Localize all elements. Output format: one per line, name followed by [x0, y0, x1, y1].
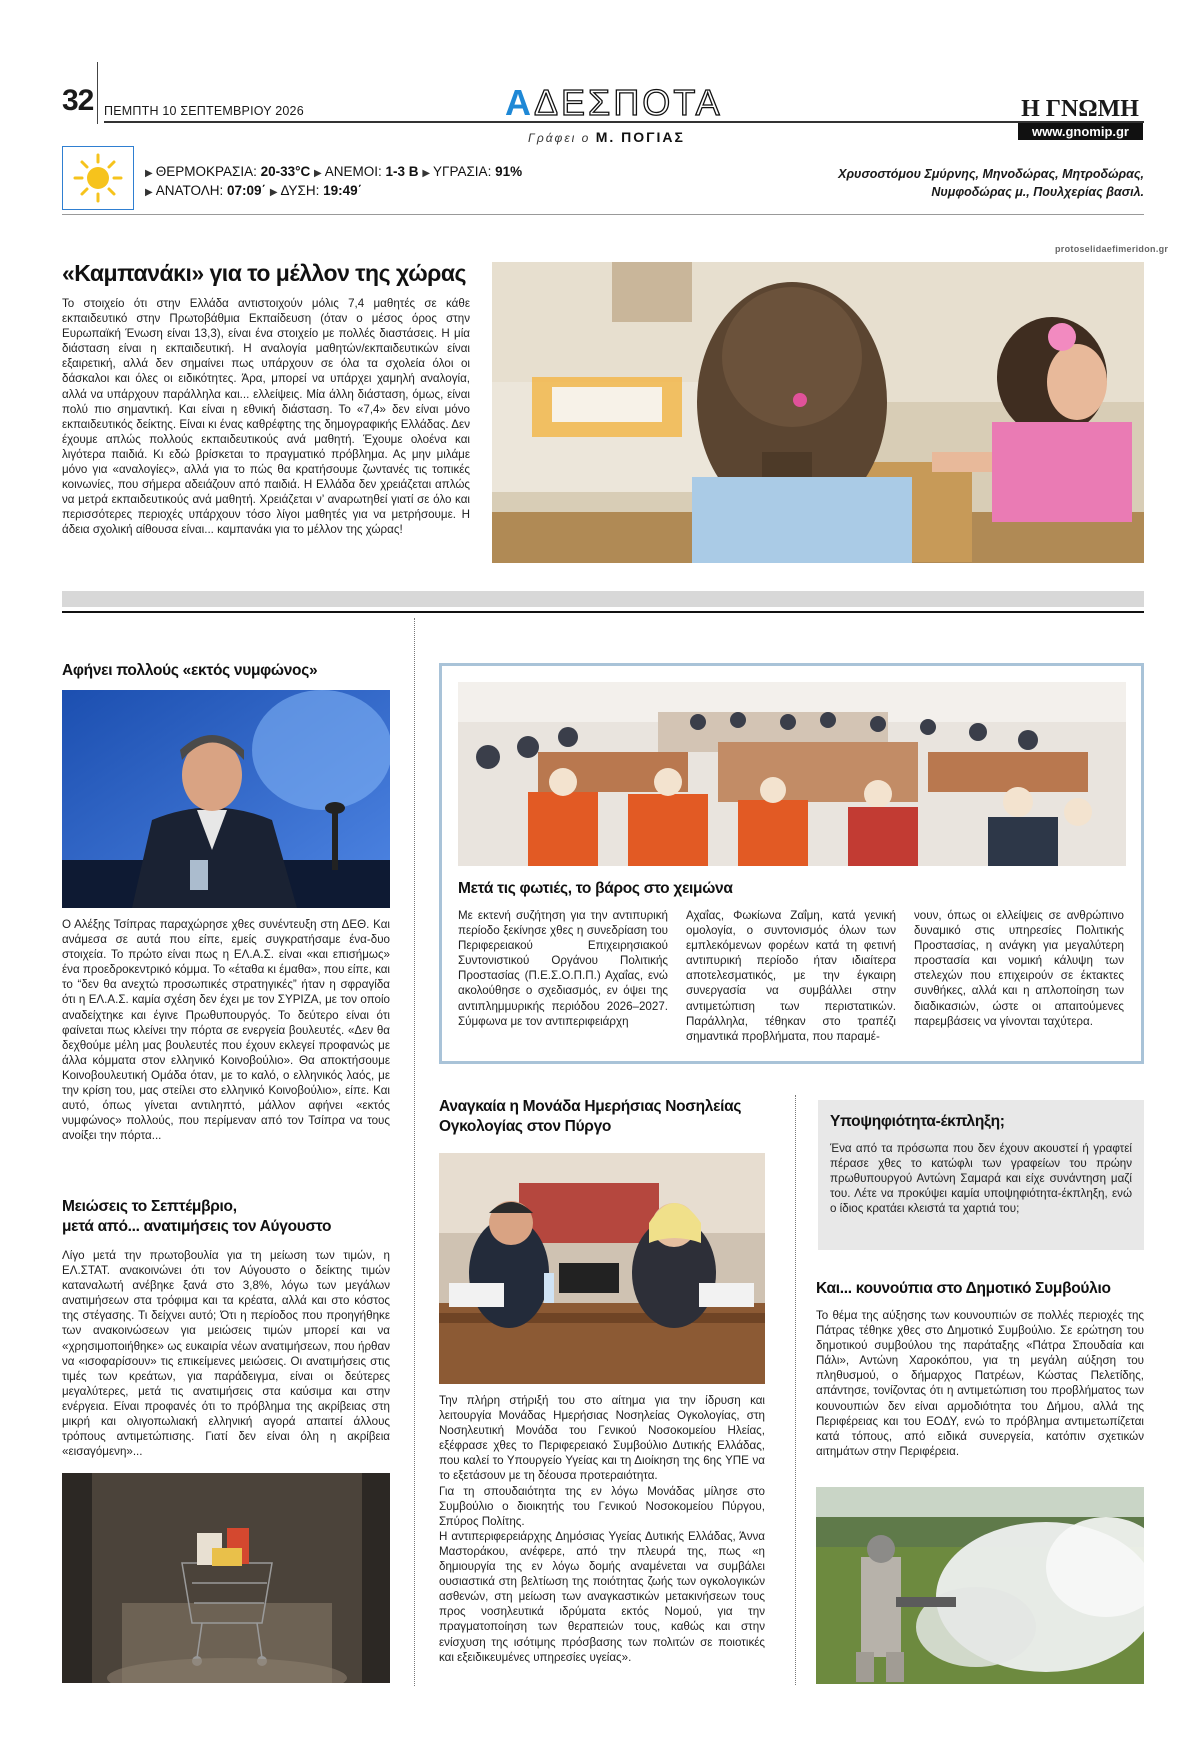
lead-article-title: «Καμπανάκι» για το μέλλον της χώρας	[62, 260, 466, 286]
humidity-value: 91%	[495, 164, 523, 179]
tsipras-article-title: Αφήνει πολλούς «εκτός νυμφώνος»	[62, 662, 318, 679]
sun-icon	[63, 147, 133, 209]
column-divider-1	[414, 618, 415, 1686]
header-divider-vertical	[97, 62, 98, 124]
tsipras-article-body: Ο Αλέξης Τσίπρας παραχώρησε χθες συνέντευξη στη ΔΕΘ. Και ανάμεσα σε αυτά που είπε, εμείς συγκρατήσαμε ένα-δυο στοιχεία. Το πρώτο είναι πως η ΕΛ.Α.Σ. είναι «και επισήμως» ένα προεδροκεντρικό κόμμα. Το «έταθα κι έμαθα», που είπε, και το “δεν θα ανεχτώ προσωπικές στρατηγικές” ήταν η σφραγίδα ότι η ΕΛ.Α.Σ. καμία σχέση δεν έχει με τον ΣΥΡΙΖΑ, με τον οποίο αναδείχτηκε και έγινε Πρωθυπουργός. Το δεύτερο είναι ότι φαίνεται πως κλείνει την πόρτα σε ενεργεία βουλευτές. «Δεν θα δεχθούμε μέλη μας βουλευτές που έχουν εκλεγεί προφανώς με άλλα κόμματα στον ελληνικό Κοινοβούλιο». Θα αποκτήσουμε Κοινοβουλευτική Ομάδα όταν, με το καλό, ο ελληνικός λαός, με την κρίση του, μας στείλει στο ελληνικό Κοινοβούλιο», είπε. Και αυτό, όπως γίνεται αντιληπτό, μάλλον αφήνει «εκτός νυμφώνος» πολλούς, που περίμεναν από τον Τσίπρα να τους ανοίξει την πόρτα...	[62, 918, 390, 1143]
masthead-logo: Η ΓΝΩΜΗ	[1021, 96, 1139, 122]
oncology-title-line-1: Αναγκαία η Μονάδα Ημερήσιας Νοσηλείας	[439, 1098, 742, 1115]
prices-article-body: Λίγο μετά την πρωτοβουλία για τη μείωση των τιμών, η ΕΛ.ΣΤΑΤ. ανακοινώνει ότι τον Αύγουστο ο δείκτης τιμών καταναλωτή ανέβηκε ξανά στο 3,8%, λόγω των μεγάλων ανατιμήσεων στα τρόφιμα και τα κρέατα, αλλά και στο κόστος της στέγασης. Τι δείχνει αυτό; Ότι η περίοδος που προηγήθηκε των ανακοινώσεων για μειώσεις τιμών μπορεί και να «χρησιμοποιήθηκε» ως ευκαιρία νέων ανατιμήσεων, που ήρθαν να «ισοφαρίσουν» τις επικείμενες μειώσεις. Οι ανατιμήσεις στις τιμές των κρεάτων, για παράδειγμα, είναι οι δεύτερες μεγαλύτερες, μετά τις ανατιμήσεις στα καύσιμα και στην ενέργεια. Είναι προφανές ότι το πρόβλημα της ακρίβειας στη μικρή και ολιγοπωλιακή ελληνική αγορά απαιτεί άλλους τρόπους αντιμετώπισης. Γιατί δεν είναι όλη η ακρίβεια «εισαγόμενη»...	[62, 1249, 390, 1459]
oncology-paragraph-3: Η αντιπεριφερειάρχης Δημόσιας Υγείας Δυτικής Ελλάδας, Άννα Μαστοράκου, ανέφερε, από την πλευρά της, πως «η δημιουργία της εν λόγω δομής αναμένεται να συμβάλει ουσιαστικά στη βελτίωση της ποιότητας ζωής των ογκολογικών ασθενών, στη μείωση των αναγκαστικών μετακινήσεων τους προς νοσηλευτικά ιδρύματα εκτός Νομού, για την πραγματοποίηση των θεραπειών τους, καθώς και στην ενίσχυση της ισότιμης πρόσβασης των πολιτών σε ποιοτικές και εξειδικευμένες υπηρεσίες υγείας».	[439, 1529, 765, 1664]
section-logo-rest: ΔΕΣΠΟΤΑ	[534, 82, 723, 123]
tsipras-photo	[62, 690, 390, 908]
section-logo-initial: Α	[505, 82, 534, 123]
arrow-right-icon: ▶	[314, 168, 322, 179]
saints-line-2: Νυμφοδώρας μ., Πουλχερίας βασιλ.	[931, 185, 1144, 199]
page-number: 32	[62, 84, 94, 117]
regional-council-photo	[439, 1153, 765, 1384]
arrow-right-icon: ▶	[145, 168, 153, 179]
section-logo	[505, 82, 723, 126]
shopping-cart-photo	[62, 1473, 390, 1683]
saints-line-1: Χρυσοστόμου Σμύρνης, Μηνοδώρας, Μητροδώρας,	[838, 167, 1144, 181]
sunset-value: 19:49΄	[323, 183, 363, 198]
oncology-paragraph-1: Την πλήρη στήριξή του στο αίτημα για την ίδρυση και λειτουργία Μονάδας Ημερήσιας Νοσηλείας Ογκολογίας, στη Νοσηλευτική Μονάδα του Γενικού Νοσοκομείου Ηλείας, εξέφρασε χθες το Περιφερειακό Συμβούλιο Δυτικής Ελλάδας, που καλεί το Υπουργείο Υγείας και τη Διοίκηση της 6ης ΥΠΕ να το εξετάσουν με τη δέουσα προτεραιότητα.	[439, 1394, 765, 1483]
mosquito-spraying-photo	[816, 1487, 1144, 1684]
weather-row-2	[145, 183, 362, 198]
fires-article-col-1: Με εκτενή συζήτηση για την αντιπυρική περίοδο ξεκίνησε χθες η συνεδρίαση του Περιφερειακού Επιχειρησιακού Συντονιστικού Οργάνου Πολιτικής Προστασίας (Π.Ε.Σ.Ο.Π.Π.) Αχαΐας, ενώ ακολούθησε ο σχεδιασμός, εν όψει της αντιπλημμυρικής περιόδου 2026–2027. Σύμφωνα με τον αντιπεριφειάρχη	[458, 909, 668, 1028]
oncology-title-line-2: Ογκολογίας στον Πύργο	[439, 1118, 612, 1135]
column-divider-2	[795, 1095, 796, 1685]
watermark: protoselidaefimeridon.gr	[1055, 244, 1169, 254]
byline	[528, 129, 685, 145]
oncology-article-title	[439, 1097, 779, 1137]
temp-label: ΘΕΡΜΟΚΡΑΣΙΑ:	[155, 164, 257, 179]
saints-of-day	[740, 165, 1144, 201]
oncology-paragraph-2: Για τη σπουδαιότητα της εν λόγω Μονάδας μίλησε στο Συμβούλιο ο διοικητής του Γενικού Νοσοκομείου Πύργου, Σπύρος Πολίτης.	[439, 1484, 765, 1528]
prices-title-line-2: μετά από... ανατιμήσεις τον Αύγουστο	[62, 1218, 332, 1235]
fires-article-col-2: Αχαΐας, Φωκίωνα Ζαΐμη, κατά γενική ομολογία, ο συντονισμός όλων των εμπλεκόμενων φορέων κατά τη φετινή αντιπυρική περίοδο ήταν ιδιαίτερα αποτελεσματικός, με την έγκαιρη συνεργασία να συμβάλλει στην αντιμετώπιση των περιστατικών. Παράλληλα, τέθηκαν στο τραπέζι σημαντικά προβλήματα, που παραμέ-	[686, 909, 896, 1043]
masthead-url[interactable]: www.gnomip.gr	[1018, 123, 1143, 140]
sunrise-value: 07:09΄	[227, 183, 267, 198]
byline-prefix: Γράφει ο	[528, 131, 591, 145]
section-rule	[62, 611, 1144, 613]
fires-article-title: Μετά τις φωτιές, το βάρος στο χειμώνα	[458, 880, 733, 897]
oncology-article-body	[439, 1393, 765, 1665]
sunrise-label: ΑΝΑΤΟΛΗ:	[155, 183, 224, 198]
issue-date-text: ΠΕΜΠΤΗ 10 ΣΕΠΤΕΜΒΡΙΟΥ 2026	[104, 104, 304, 118]
section-gray-band	[62, 591, 1144, 607]
candidacy-article-body: Ένα από τα πρόσωπα που δεν έχουν ακουστεί ή γραφτεί πέρασε χθες το κατώφλι των γραφείων του πρώην πρωθυπουργού Αντώνη Σαμαρά και είχε συνάντηση μαζί του. Λέτε να προκύψει καμία υποψηφιότητα-έκπληξη, ενώ ο ίδιος κρατάει κλειστά τα χαρτιά του;	[830, 1142, 1132, 1216]
issue-date	[104, 104, 304, 118]
weather-rule	[62, 214, 1144, 215]
civil-protection-meeting-photo	[458, 682, 1126, 866]
byline-name: Μ. ΠΟΓΙΑΣ	[595, 129, 685, 145]
sunset-label: ΔΥΣΗ:	[280, 183, 320, 198]
lead-article-body: Το στοιχείο ότι στην Ελλάδα αντιστοιχούν μόλις 7,4 μαθητές σε κάθε εκπαιδευτικό στην Πρωτοβάθμια Εκπαίδευση (όταν ο μέσος όρος στην Ευρωπαϊκή Ένωση είναι 13,3), είναι ένα στοιχείο με πολλές διαστάσεις. Η μία διάσταση είναι η εκπαιδευτική. Η αναλογία μαθητών/εκπαιδευτικών είναι εξαιρετική, αλλά δεν σημαίνει πως υπάρχουν σε όλα τα σχολεία όλοι οι δάσκαλοι και όλες οι ειδικότητες. Άρα, μπορεί να υπάρχει χαμηλή αναλογία, αλλά να υπάρχουν παράλληλα και... ελλείψεις. Μία άλλη διάσταση, όμως, είναι πολύ πιο σημαντική. Και είναι η εθνική διάσταση. Το «7,4» δεν είναι μόνο εκπαιδευτικός δείκτης. Είναι κι ένας καθρέφτης της δημογραφικής Ελλάδας. Δεν έχουμε απλώς πολλούς εκπαιδευτικούς ανά μαθητή. Έχουμε ολοένα και λιγότερα παιδιά. Κι εδώ βρίσκεται το πραγματικό πρόβλημα. Ας μην μιλάμε μόνο για «αναλογίες», αλλά για το πώς θα κρατήσουμε ζωντανές τις τοπικές κοινωνίες, που σήμερα αδειάζουν από παιδιά. Η Ελλάδα δεν χρειάζεται απλώς να μετρά εκπαιδευτικούς ανά μαθητή. Χρειάζεται ν’ αναρωτηθεί γιατί σε όλο και περισσότερες περιοχές υπάρχουν τόσο λίγοι μαθητές για να μετρήσουμε. Η άδεια σχολική αίθουσα είναι... καμπανάκι για το μέλλον της χώρας!	[62, 297, 470, 537]
fires-article-col-3: νουν, όπως οι ελλείψεις σε ανθρώπινο δυναμικό στις υπηρεσίες Πολιτικής Προστασίας, η ανάγκη για μεγαλύτερη προστασία και νομική κάλυψη των στελεχών που επιχειρούν σε έκτακτες συνθήκες, αλλά και η απλοποίηση των διαδικασιών, ώστε οι απαιτούμενες παρεμβάσεις να γίνονται ταχύτερα.	[914, 909, 1124, 1028]
prices-article-title	[62, 1197, 392, 1237]
classroom-photo	[492, 262, 1144, 563]
wind-label: ΑΝΕΜΟΙ:	[324, 164, 382, 179]
weather-icon-box	[62, 146, 134, 210]
mosquitoes-article-title: Και... κουνούπια στο Δημοτικό Συμβούλιο	[816, 1280, 1111, 1297]
wind-value: 1-3 Β	[385, 164, 419, 179]
prices-title-line-1: Μειώσεις το Σεπτέμβριο,	[62, 1198, 237, 1215]
candidacy-article-title: Υποψηφιότητα-έκπληξη;	[830, 1113, 1005, 1130]
arrow-right-icon: ▶	[269, 187, 278, 198]
temp-value: 20-33°C	[260, 164, 311, 179]
mosquitoes-article-body: Το θέμα της αύξησης των κουνουπιών σε πολλές περιοχές της Πάτρας τέθηκε χθες στο Δημοτικό Συμβούλιο. Σε ερώτηση του δημοτικού συμβούλου της παράταξης «Πάτρα Σπουδαία και Πάλι», Αντώνη Χαροκόπου, για τη μεγάλη αύξηση του πληθυσμού, ο δήμαρχος Πατρέων, Κώστας Πελετίδης, απάντησε, τονίζοντας ότι η αντιμετώπιση του προβλήματος των κουνουπιών δεν είναι αρμοδιότητα του Δήμου, αλλά της Περιφέρειας και του ΕΟΔΥ, ενώ το πρόβλημα αντιμετωπίζεται κατά τόπους, από ειδικά συνεργεία, κατόπιν σχετικών αιτημάτων στην Περιφέρεια.	[816, 1309, 1144, 1458]
arrow-right-icon: ▶	[422, 168, 431, 179]
humidity-label: ΥΓΡΑΣΙΑ:	[433, 164, 492, 179]
weather-row-1	[145, 164, 522, 179]
arrow-right-icon: ▶	[145, 187, 153, 198]
